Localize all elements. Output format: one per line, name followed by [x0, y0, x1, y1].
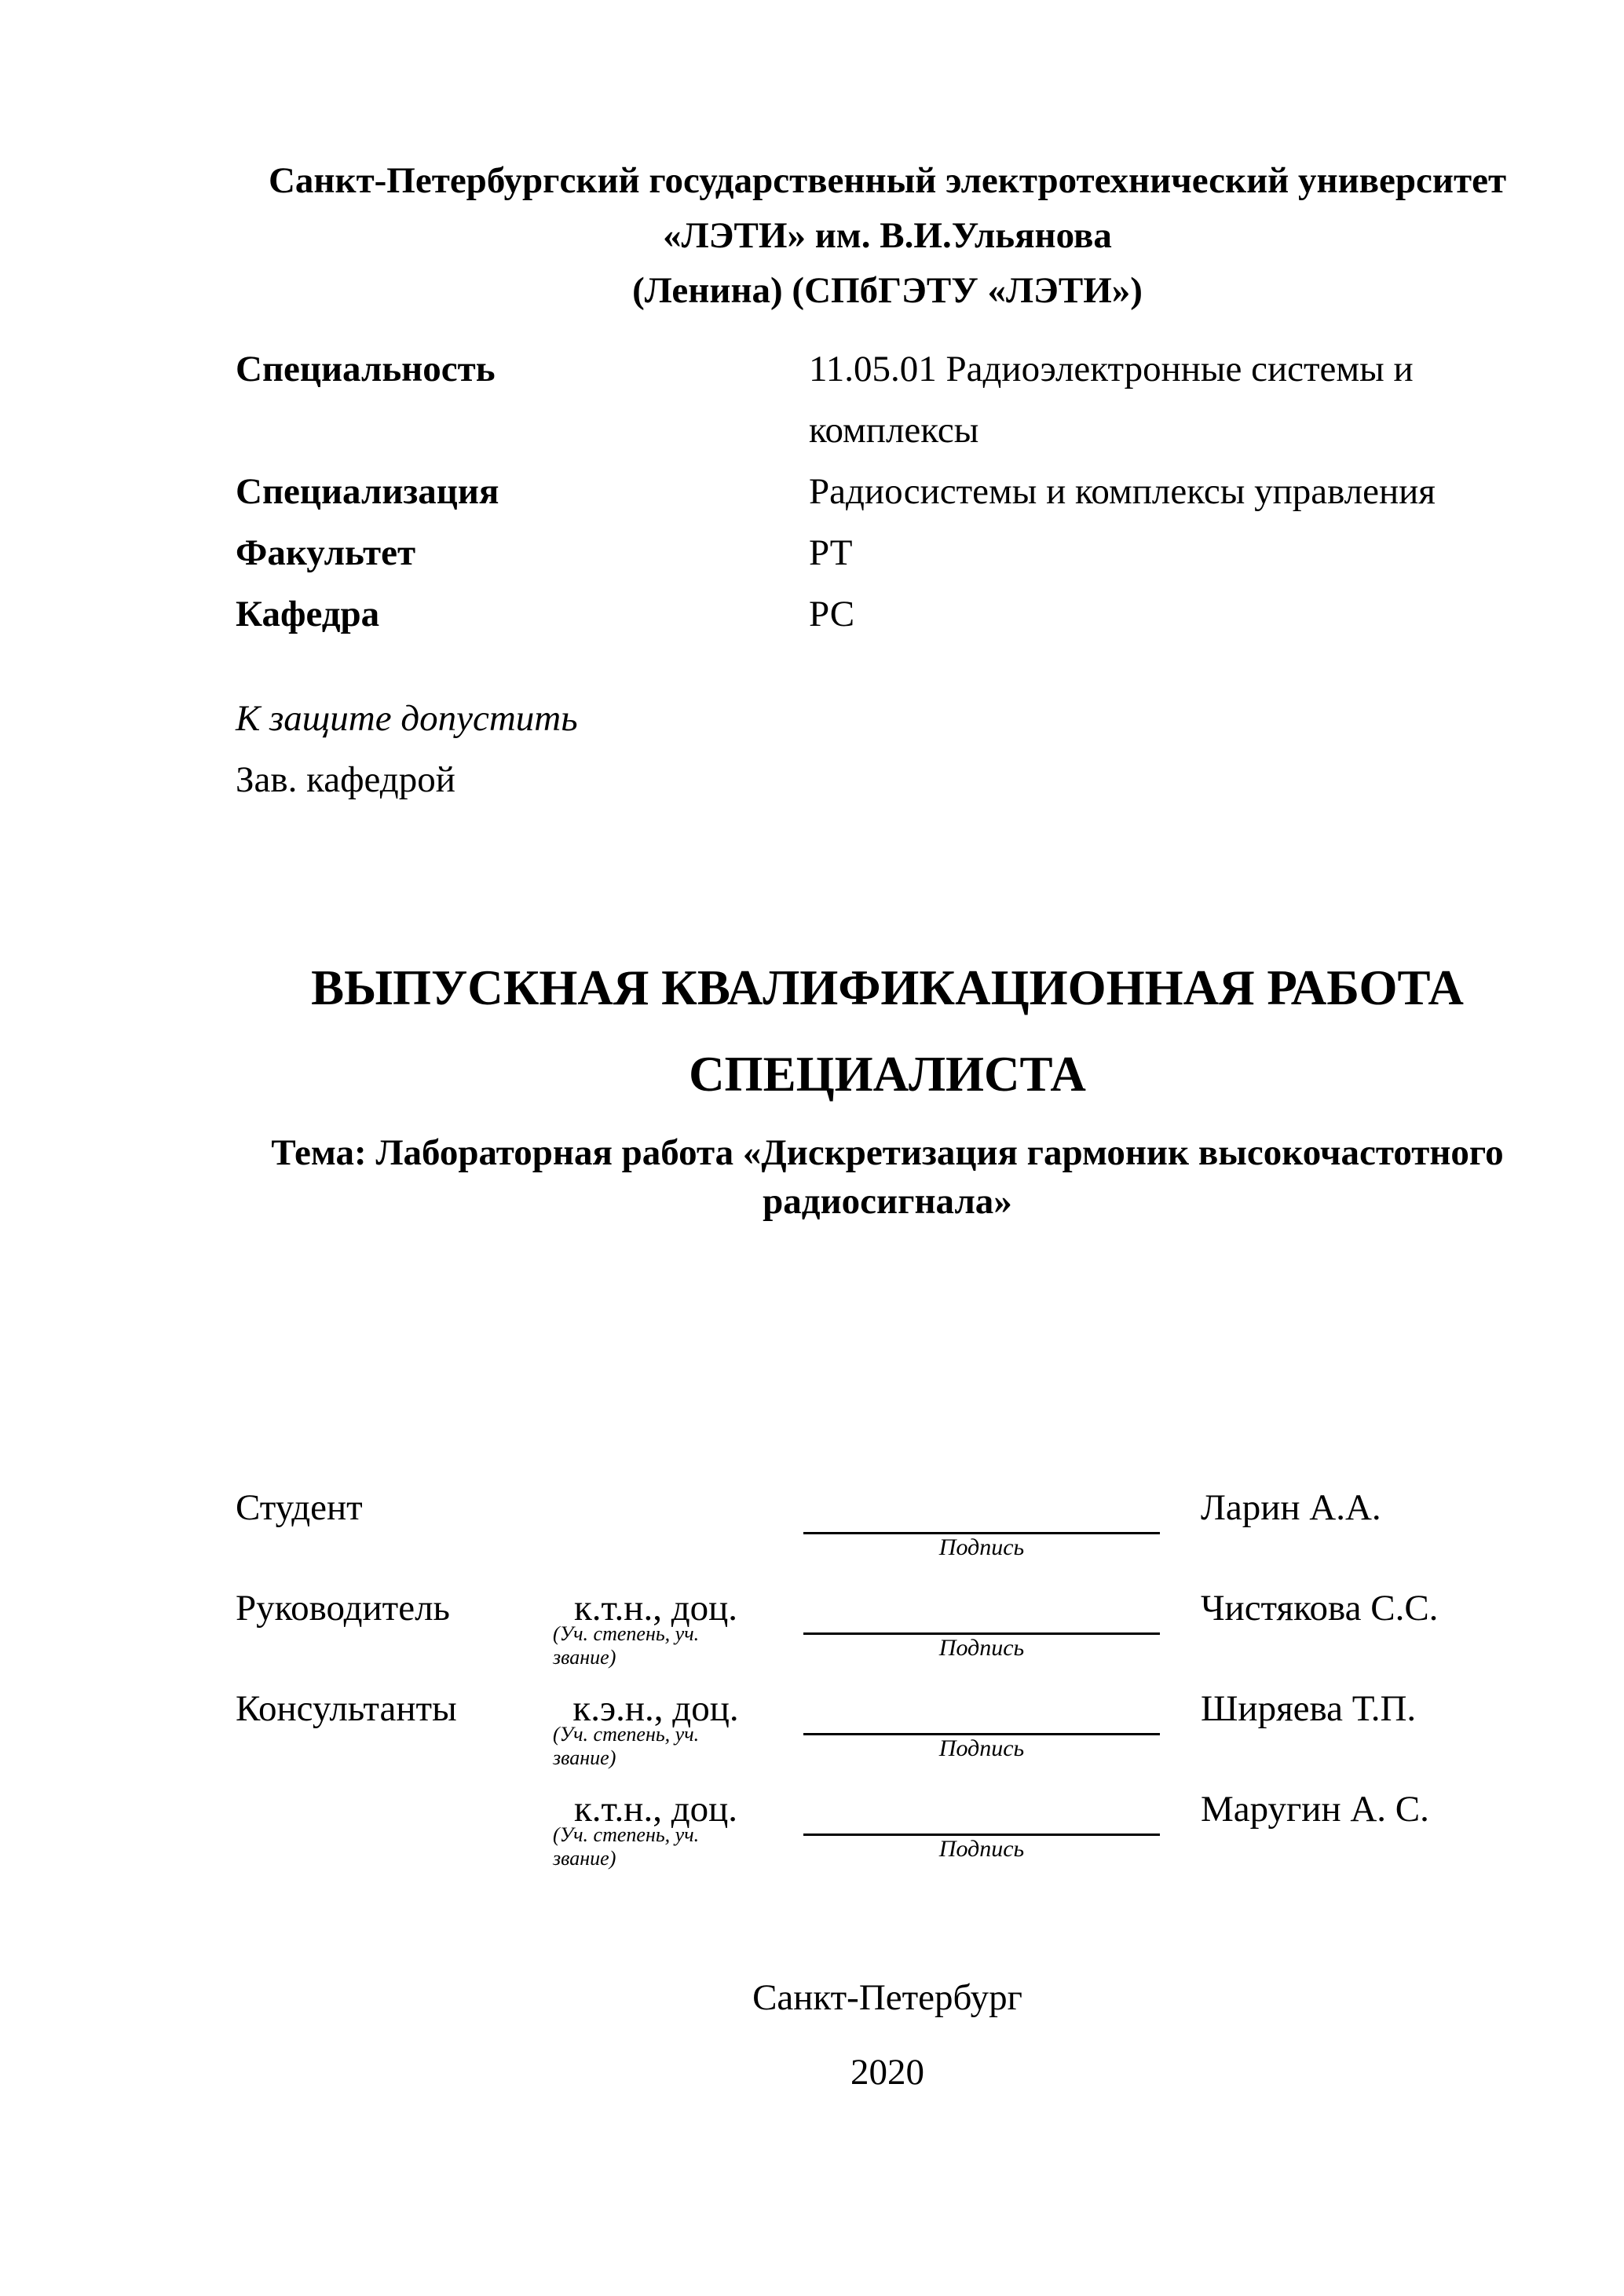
page-content: [236, 0, 1539, 2296]
person-name: Маругин А. С.: [1201, 1789, 1429, 1830]
main-title: [236, 945, 1539, 1117]
signature-row-consultant-2: [236, 1785, 1539, 1870]
details-label: Кафедра: [236, 594, 380, 634]
main-title-line2: СПЕЦИАЛИСТА: [689, 1047, 1086, 1102]
signature-line: [803, 1584, 1160, 1635]
details-value: РС: [809, 594, 855, 634]
details-row-faculty: [236, 522, 1539, 583]
degree-label: [553, 1483, 759, 1532]
details-label: Специализация: [236, 471, 499, 512]
signature-line: [803, 1785, 1160, 1836]
degree-label: к.э.н., доц.: [572, 1688, 739, 1729]
university-name-line3: (Ленина) (СПбГЭТУ «ЛЭТИ»): [632, 270, 1143, 311]
degree-label: к.т.н., доц.: [573, 1789, 738, 1830]
signature-caption: Подпись: [938, 1735, 1025, 1761]
degree-label: к.т.н., доц.: [573, 1588, 738, 1629]
theme-text: Лабораторная работа «Дискретизация гармоник высокочастотного радиосигнала»: [375, 1132, 1504, 1222]
role-label: Студент: [236, 1487, 363, 1528]
details-table: [236, 338, 1539, 645]
degree-caption: (Уч. степень, уч. звание): [553, 1622, 700, 1669]
role-label: [236, 1785, 553, 1834]
admission-note: К защите допустить: [236, 698, 578, 739]
footer: [236, 1961, 1539, 2110]
university-header: [236, 153, 1539, 318]
admission-block: [236, 688, 1539, 810]
details-label: Специальность: [236, 349, 496, 389]
signature-line: [803, 1684, 1160, 1735]
person-name: Чистякова С.С.: [1201, 1588, 1439, 1629]
signature-caption: Подпись: [938, 1836, 1025, 1862]
details-row-specialization: [236, 461, 1539, 522]
year-label: 2020: [850, 2052, 924, 2093]
university-name-line1: Санкт-Петербургский государственный электротехнический университет: [268, 160, 1507, 201]
signature-caption: Подпись: [938, 1635, 1025, 1661]
university-name-line2: «ЛЭТИ» им. В.И.Ульянова: [663, 215, 1112, 256]
details-row-speciality: [236, 338, 1539, 461]
degree-caption: (Уч. степень, уч. звание): [553, 1823, 700, 1870]
role-label: Руководитель: [236, 1588, 450, 1629]
signature-line: [803, 1483, 1160, 1534]
details-value: Радиосистемы и комплексы управления: [809, 471, 1436, 512]
head-of-department-label: Зав. кафедрой: [236, 759, 455, 800]
main-title-line1: ВЫПУСКНАЯ КВАЛИФИКАЦИОННАЯ РАБОТА: [311, 960, 1464, 1015]
person-name: Ширяева Т.П.: [1201, 1688, 1417, 1729]
details-row-department: [236, 583, 1539, 645]
signature-row-consultant-1: [236, 1684, 1539, 1769]
theme-paragraph: [236, 1128, 1539, 1226]
details-label: Факультет: [236, 532, 416, 573]
theme-label: Тема:: [271, 1132, 367, 1173]
person-name: Ларин А.А.: [1201, 1487, 1381, 1528]
details-value: РТ: [809, 532, 853, 573]
signature-caption: Подпись: [938, 1534, 1025, 1560]
city-label: Санкт-Петербург: [752, 1977, 1022, 2018]
signature-row-student: [236, 1483, 1539, 1561]
degree-caption: (Уч. степень, уч. звание): [553, 1723, 700, 1769]
role-label: Консультанты: [236, 1688, 457, 1729]
details-value: 11.05.01 Радиоэлектронные системы и комплексы: [809, 349, 1414, 451]
signature-row-supervisor: [236, 1584, 1539, 1669]
